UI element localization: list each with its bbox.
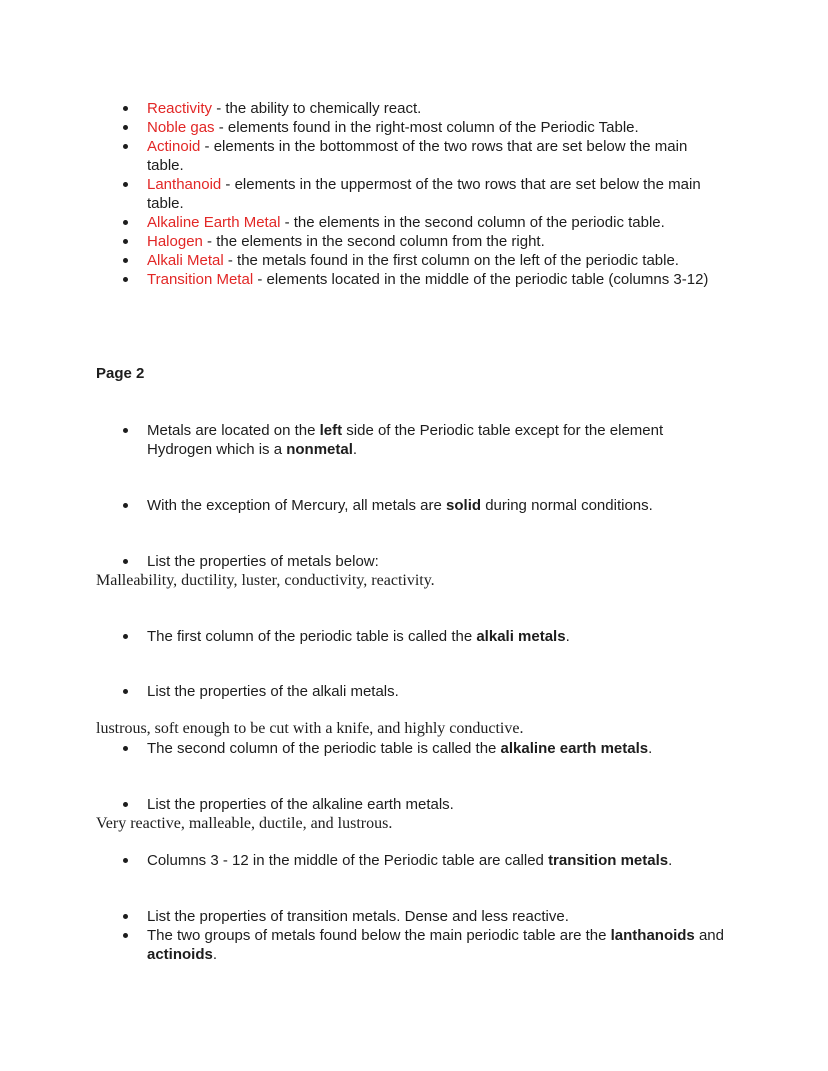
qa-bullet-two-groups xyxy=(96,926,724,964)
bullet-marker-icon xyxy=(123,258,128,263)
qa-bullet-first-column xyxy=(96,627,724,646)
bullet-marker-icon xyxy=(123,239,128,244)
qa-bullet-properties-alkali xyxy=(96,682,724,701)
vocab-item xyxy=(96,232,724,251)
vocab-definition: the metals found in the first column on the left of the periodic table. xyxy=(237,252,679,269)
term-separator: - xyxy=(280,214,294,231)
bullet-marker-icon xyxy=(123,125,128,130)
vocab-item xyxy=(96,213,724,232)
bullet-marker-icon xyxy=(123,634,128,639)
vocab-definition: elements in the uppermost of the two rows that are set below the main table. xyxy=(147,176,701,212)
vocab-definition: the ability to chemically react. xyxy=(225,100,422,117)
qa-bullet-text: The two groups of metals found below the main periodic table are the lanthanoids and actinoids. xyxy=(147,927,724,963)
vocab-item xyxy=(96,251,724,270)
qa-bullet-columns-3-12 xyxy=(96,851,724,870)
term-separator: - xyxy=(221,176,235,193)
term-separator: - xyxy=(212,100,226,117)
page-2-heading: Page 2 xyxy=(96,365,145,382)
bullet-marker-icon xyxy=(123,428,128,433)
qa-bullet-text: List the properties of metals below: xyxy=(147,553,379,570)
qa-bullet-properties-metals xyxy=(96,552,724,571)
qa-bullet-text: Columns 3 - 12 in the middle of the Periodic table are called transition metals. xyxy=(147,852,673,869)
vocab-definition: elements found in the right-most column of the Periodic Table. xyxy=(227,119,639,136)
qa-bullet-text: List the properties of the alkaline earth metals. xyxy=(147,796,454,813)
vocab-term: Alkaline Earth Metal xyxy=(147,214,281,231)
qa-bullet-properties-alkaline-earth xyxy=(96,795,724,814)
qa-bullet-text: The second column of the periodic table is called the alkaline earth metals. xyxy=(147,740,653,757)
vocab-item xyxy=(96,99,724,118)
bullet-marker-icon xyxy=(123,106,128,111)
vocab-term: Reactivity xyxy=(147,100,213,117)
bullet-marker-icon xyxy=(123,503,128,508)
term-separator: - xyxy=(202,233,217,250)
term-separator: - xyxy=(253,271,267,288)
bullet-marker-icon xyxy=(123,220,128,225)
vocab-definition: elements in the bottommost of the two rows that are set below the main table. xyxy=(147,138,688,174)
bullet-marker-icon xyxy=(123,277,128,282)
vocab-definition: the elements in the second column of the periodic table. xyxy=(293,214,665,231)
qa-bullet-text: With the exception of Mercury, all metals are solid during normal conditions. xyxy=(147,497,653,514)
qa-bullet-properties-transition xyxy=(96,907,724,926)
bullet-marker-icon xyxy=(123,802,128,807)
qa-bullet-text: The first column of the periodic table is called the alkali metals. xyxy=(147,628,570,645)
bullet-marker-icon xyxy=(123,559,128,564)
bullet-marker-icon xyxy=(123,144,128,149)
bullet-marker-icon xyxy=(123,746,128,751)
vocab-definition: the elements in the second column from the right. xyxy=(216,233,545,250)
term-separator: - xyxy=(200,138,214,155)
bullet-marker-icon xyxy=(123,933,128,938)
answer-properties-alkali: lustrous, soft enough to be cut with a knife, and highly conductive. xyxy=(96,720,524,737)
bullet-marker-icon xyxy=(123,182,128,187)
qa-bullet-text: List the properties of the alkali metals. xyxy=(147,683,399,700)
qa-bullet-text: List the properties of transition metals. Dense and less reactive. xyxy=(147,908,569,925)
bullet-marker-icon xyxy=(123,914,128,919)
vocab-term: Actinoid xyxy=(147,138,201,155)
vocab-item xyxy=(96,118,724,137)
term-separator: - xyxy=(223,252,238,269)
vocab-term: Alkali Metal xyxy=(147,252,224,269)
qa-bullet-text: Metals are located on the left side of the Periodic table except for the element Hydrogen which is a nonmetal. xyxy=(147,422,664,458)
vocab-list xyxy=(96,99,744,289)
qa-bullet-second-column xyxy=(96,739,724,758)
vocab-item xyxy=(96,270,724,289)
vocab-item xyxy=(96,175,724,213)
bullet-marker-icon xyxy=(123,689,128,694)
answer-properties-alkaline-earth: Very reactive, malleable, ductile, and lustrous. xyxy=(96,815,393,832)
term-separator: - xyxy=(214,119,228,136)
qa-bullet-mercury-solid xyxy=(96,496,724,515)
bullet-marker-icon xyxy=(123,858,128,863)
vocab-definition: elements located in the middle of the periodic table (columns 3-12) xyxy=(266,271,709,288)
qa-bullet-metals-location xyxy=(96,421,724,459)
answer-properties-metals: Malleability, ductility, luster, conductivity, reactivity. xyxy=(96,572,435,589)
vocab-term: Lanthanoid xyxy=(147,176,222,193)
vocab-term: Transition Metal xyxy=(147,271,254,288)
vocab-item xyxy=(96,137,724,175)
vocab-term: Noble gas xyxy=(147,119,215,136)
vocab-term: Halogen xyxy=(147,233,203,250)
